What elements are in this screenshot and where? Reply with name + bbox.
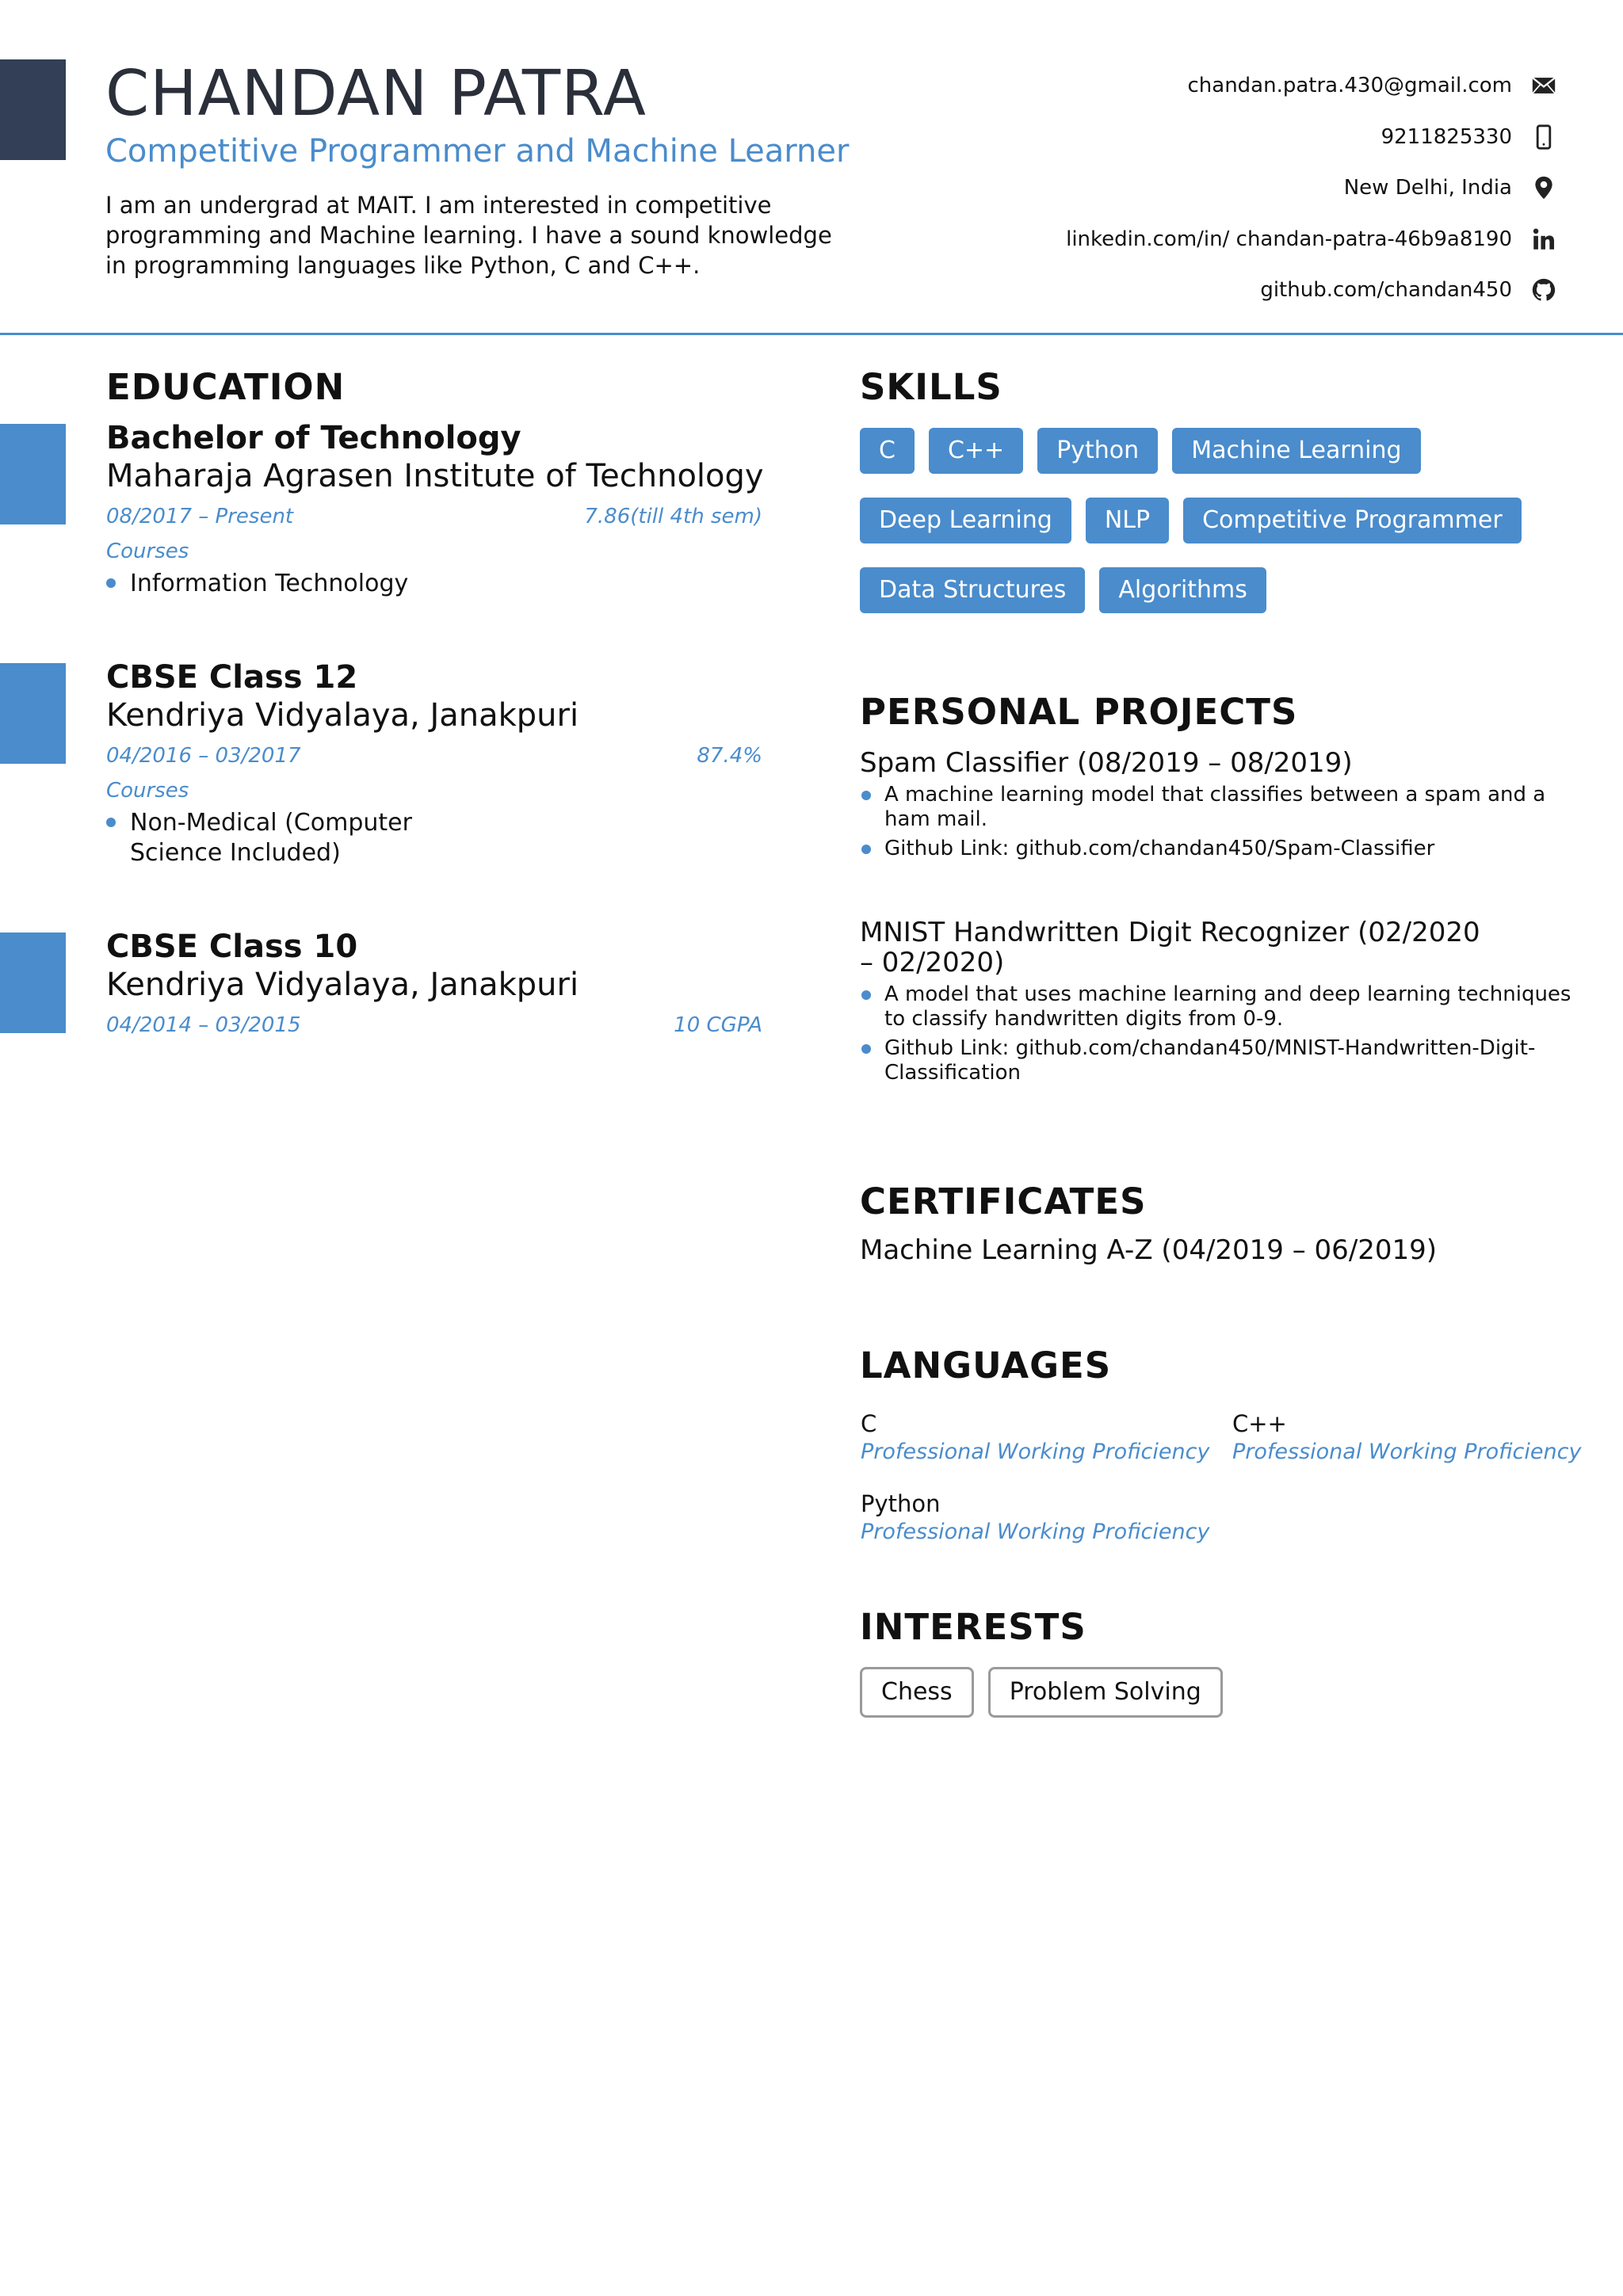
contact-list [956,60,1558,316]
candidate-name: CHANDAN PATRA [105,57,647,130]
education-dates: 04/2014 – 03/2015 [106,1013,301,1037]
language-level: Professional Working Proficiency [1232,1440,1582,1464]
skill-tag: Competitive Programmer [1183,498,1522,543]
github-icon [1529,276,1558,304]
certificate-item: Machine Learning A-Z (04/2019 – 06/2019) [860,1234,1438,1266]
phone-icon [1529,123,1558,151]
project-bullet: A model that uses machine learning and deep learning techniques to classify handwritten digits from 0-9. [860,982,1573,1032]
project-title: Spam Classifier (08/2019 – 08/2019) [860,747,1353,779]
education-school: Kendriya Vidyalaya, Janakpuri [106,697,579,734]
education-course: Non-Medical (Computer Science Included) [106,808,439,868]
skills-row [860,498,1573,543]
summary-text: I am an undergrad at MAIT. I am interested in competitive programming and Machine learning. I have a sound knowledge in programming languages like Python, C and C++. [105,192,832,279]
skill-tag: Data Structures [860,567,1085,613]
education-courses-label: Courses [106,779,189,803]
contact-phone[interactable] [956,112,1558,163]
education-degree: CBSE Class 12 [106,659,358,696]
project-title: MNIST Handwritten Digit Recognizer (02/2020 – 02/2020) [860,917,1480,978]
languages-title: LANGUAGES [860,1344,1112,1386]
education-degree: CBSE Class 10 [106,929,358,965]
education-grade: 7.86(till 4th sem) [584,505,762,528]
interest-tag: Chess [860,1667,974,1718]
contact-email[interactable] [956,60,1558,112]
language-item [1232,1409,1581,1466]
education-school: Kendriya Vidyalaya, Janakpuri [106,967,579,1003]
education-marker [0,933,66,1033]
header-divider [0,333,1623,335]
linkedin-icon [1529,225,1558,254]
education-grade: 10 CGPA [674,1013,762,1037]
skills-title: SKILLS [860,366,1002,408]
interests-title: INTERESTS [860,1606,1086,1648]
skills-row [860,428,1573,474]
skill-tag: Machine Learning [1172,428,1420,474]
language-item [861,1409,1209,1466]
project-bullet: A machine learning model that classifies between a spam and a ham mail. [860,783,1573,832]
language-level: Professional Working Proficiency [861,1520,1210,1544]
skill-tag: Python [1037,428,1158,474]
contact-location [956,162,1558,214]
envelope-icon [1529,71,1558,100]
skill-tag: C [860,428,915,474]
skill-tag: NLP [1086,498,1169,543]
skill-tag: Deep Learning [860,498,1071,543]
education-grade: 87.4% [697,744,762,768]
education-title: EDUCATION [106,366,346,408]
education-marker [0,424,66,524]
project-bullet: Github Link: github.com/chandan450/MNIST-Handwritten-Digit-Classification [860,1036,1573,1085]
education-course: Information Technology [106,569,439,599]
language-name: Python [861,1490,941,1517]
education-courses-label: Courses [106,540,189,563]
language-name: C++ [1232,1410,1287,1437]
location-text: New Delhi, India [1343,176,1512,200]
education-dates: 04/2016 – 03/2017 [106,744,301,768]
education-degree: Bachelor of Technology [106,420,521,456]
candidate-title: Competitive Programmer and Machine Learner [105,133,850,170]
language-name: C [861,1410,877,1437]
header-accent-bar [0,59,66,160]
github-text[interactable]: github.com/chandan450 [1260,278,1512,303]
location-pin-icon [1529,174,1558,202]
project-item [860,748,1573,861]
language-item [861,1489,1209,1547]
contact-github[interactable] [956,265,1558,316]
contact-linkedin[interactable] [956,214,1558,265]
skills-list [860,428,1573,637]
interest-tag: Problem Solving [988,1667,1223,1718]
skills-row [860,567,1573,613]
education-dates: 08/2017 – Present [106,505,294,528]
linkedin-text[interactable]: linkedin.com/in/ chandan-patra-46b9a8190 [1066,227,1512,251]
language-level: Professional Working Proficiency [861,1440,1210,1464]
project-item [860,917,1571,1085]
skill-tag: C++ [929,428,1023,474]
project-bullet: Github Link: github.com/chandan450/Spam-Classifier [860,837,1573,861]
interests-list [860,1667,1237,1718]
skill-tag: Algorithms [1099,567,1266,613]
phone-text[interactable]: 9211825330 [1381,124,1512,149]
education-school: Maharaja Agrasen Institute of Technology [106,458,764,494]
projects-title: PERSONAL PROJECTS [860,691,1298,733]
email-text[interactable]: chandan.patra.430@gmail.com [1187,74,1512,98]
certificates-title: CERTIFICATES [860,1180,1147,1222]
education-marker [0,663,66,764]
